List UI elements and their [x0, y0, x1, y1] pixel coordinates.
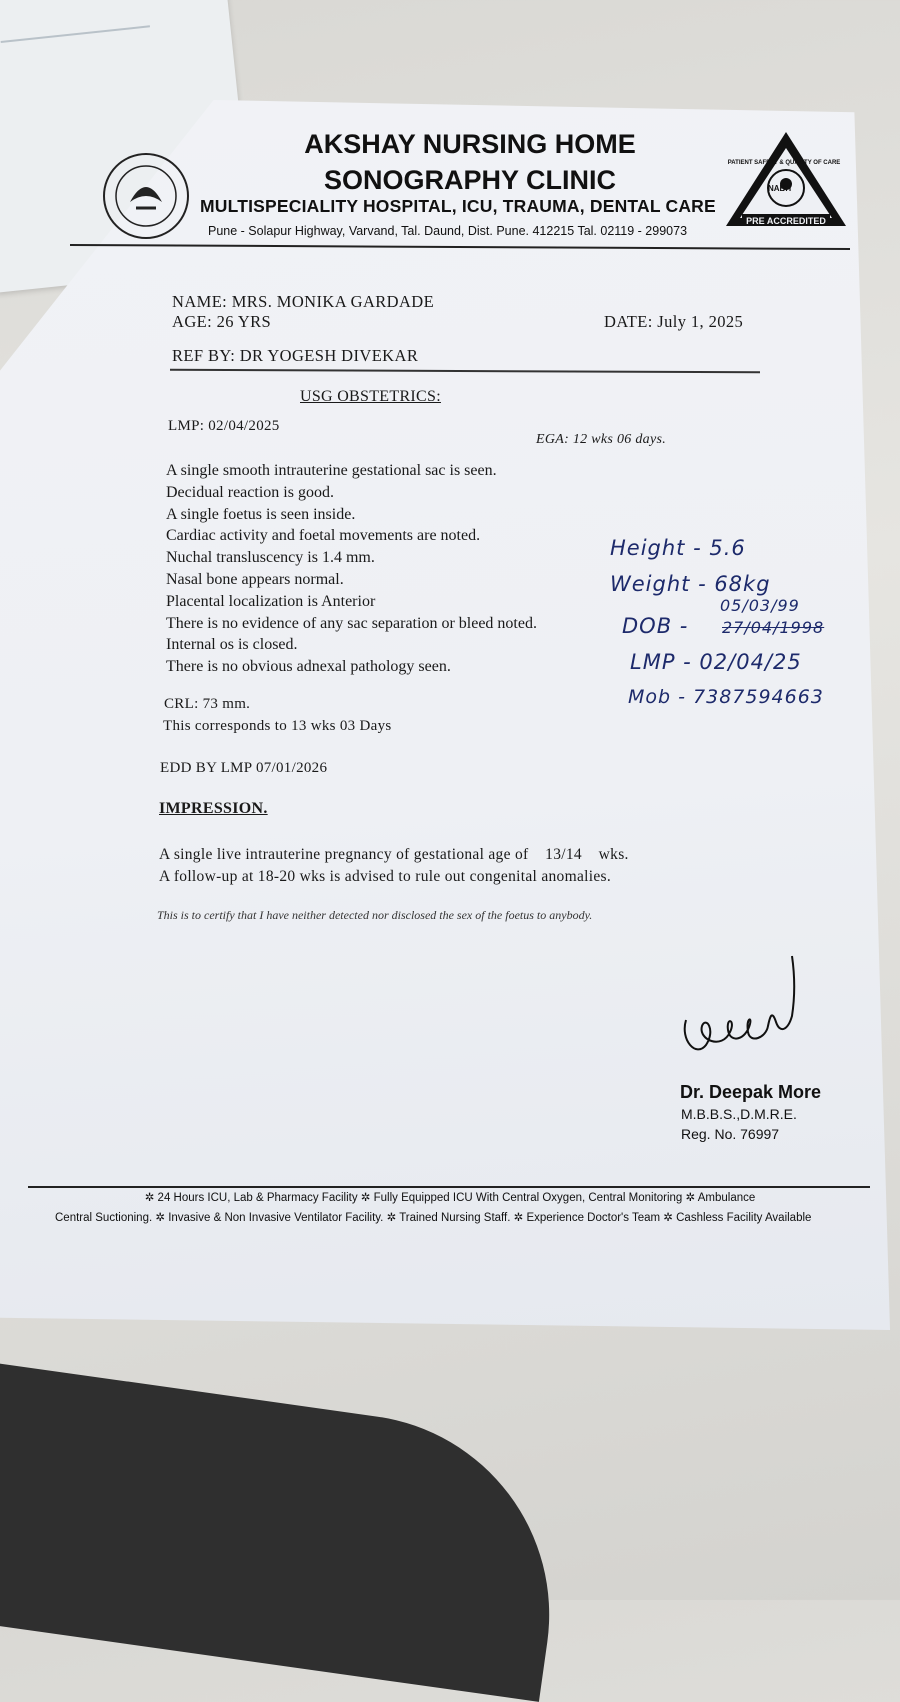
handwritten-height: Height - 5.6 — [610, 536, 746, 560]
footer-line: Central Suctioning. ✲ Invasive & Non Invasive Ventilator Facility. ✲ Trained Nursing Staff. ✲ Experience Doctor's Team ✲ Cashless Facility Available — [55, 1212, 812, 1224]
referred-by: REF BY: DR YOGESH DIVEKAR — [172, 346, 419, 365]
patient-name: NAME: MRS. MONIKA GARDADE — [172, 292, 435, 311]
impression-line: A single live intrauterine pregnancy of gestational age of 13/14 wks. — [159, 846, 629, 863]
lmp-value: LMP: 02/04/2025 — [168, 418, 280, 434]
dark-fabric — [0, 1358, 575, 1702]
nabh-center-label: NABH — [768, 184, 792, 193]
report-date: DATE: July 1, 2025 — [604, 312, 744, 331]
finding-line: Placental localization is Anterior — [166, 592, 376, 610]
doctor-degrees: M.B.B.S.,D.M.R.E. — [681, 1106, 797, 1122]
clinic-name-line1: AKSHAY NURSING HOME — [304, 129, 636, 159]
doctor-registration: Reg. No. 76997 — [681, 1126, 780, 1142]
handwritten-dob-label: DOB - — [622, 614, 689, 638]
report-heading: USG OBSTETRICS: — [300, 388, 441, 405]
finding-line: Decidual reaction is good. — [166, 483, 334, 501]
findings-list — [166, 460, 626, 678]
impression-line: A follow-up at 18-20 wks is advised to rule out congenital anomalies. — [159, 868, 612, 885]
patient-age: AGE: 26 YRS — [172, 312, 272, 331]
finding-line: There is no evidence of any sac separation or bleed noted. — [166, 614, 537, 632]
handwritten-lmp: LMP - 02/04/25 — [630, 650, 802, 674]
impression-heading: IMPRESSION. — [159, 800, 268, 817]
finding-line: Nasal bone appears normal. — [166, 570, 344, 588]
handwritten-mobile: Mob - 7387594663 — [628, 686, 824, 708]
report-sheet — [0, 100, 890, 1330]
clinic-address: Pune - Solapur Highway, Varvand, Tal. Daund, Dist. Pune. 412215 Tal. 02119 - 299073 — [208, 224, 688, 238]
hospital-seal-icon — [100, 150, 192, 242]
finding-line: Internal os is closed. — [166, 636, 298, 654]
nabh-ring-label: PATIENT SAFETY & QUALITY OF CARE — [727, 160, 841, 166]
doctor-signature-icon — [676, 950, 816, 1070]
finding-line: Nuchal transluscency is 1.4 mm. — [166, 549, 375, 567]
finding-line: A single foetus is seen inside. — [166, 505, 356, 523]
handwritten-dob-new: 05/03/99 — [720, 596, 800, 615]
clinic-subtitle: MULTISPECIALITY HOSPITAL, ICU, TRAUMA, DENTAL CARE — [200, 196, 716, 216]
handwritten-weight: Weight - 68kg — [610, 572, 771, 596]
finding-line: A single smooth intrauterine gestational sac is seen. — [166, 462, 497, 479]
corresponds-value: This corresponds to 13 wks 03 Days — [163, 718, 392, 734]
clinic-name — [300, 126, 640, 198]
footer-line: ✲ 24 Hours ICU, Lab & Pharmacy Facility ✲ Fully Equipped ICU With Central Oxygen, Central Monitoring ✲ Ambulance — [144, 1192, 756, 1204]
finding-line: There is no obvious adnexal pathology seen. — [166, 658, 451, 676]
nabh-badge-label: PRE ACCREDITED — [746, 216, 826, 226]
crl-value: CRL: 73 mm. — [164, 696, 251, 712]
clinic-name-line2: SONOGRAPHY CLINIC — [323, 165, 617, 195]
edd-value: EDD BY LMP 07/01/2026 — [160, 760, 328, 776]
doctor-name: Dr. Deepak More — [680, 1082, 822, 1102]
certification-text: This is to certify that I have neither detected nor disclosed the sex of the foetus to anybody. — [157, 908, 593, 922]
footer-divider — [28, 1186, 870, 1188]
handwritten-dob-struck: 27/04/1998 — [722, 618, 825, 637]
ega-value: EGA: 12 wks 06 days. — [536, 432, 667, 447]
finding-line: Cardiac activity and foetal movements are noted. — [166, 527, 481, 545]
